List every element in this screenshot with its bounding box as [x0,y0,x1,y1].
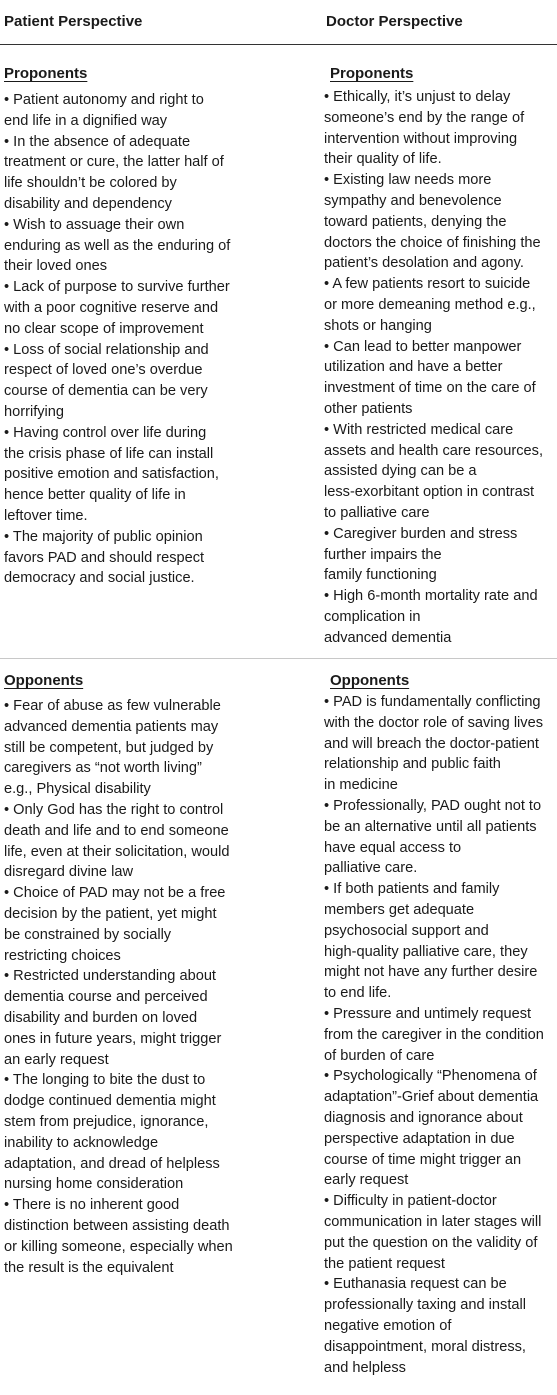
patient-perspective-header: Patient Perspective [4,13,143,30]
text-line: diagnosis and ignorance about [324,1109,523,1126]
text-line: communication in later stages will [324,1213,542,1230]
text-line: • Loss of social relationship and [4,341,209,358]
doctor-proponents-list [324,87,543,649]
text-line: further impairs the [324,546,442,563]
text-line: assets and health care resources, [324,442,544,459]
text-line: members get adequate [324,901,475,918]
text-line: • The majority of public opinion [4,528,203,545]
text-line: and will breach the doctor-patient [324,735,539,752]
text-line: less-exorbitant option in contrast [324,484,535,501]
text-line: • Restricted understanding about [4,968,216,985]
text-line: advanced dementia patients may [4,718,219,735]
text-line: hence better quality of life in [4,487,186,504]
text-line: • With restricted medical care [324,421,514,438]
text-line: sympathy and benevolence [324,192,502,209]
text-line: early request [324,1172,409,1189]
text-line: no clear scope of improvement [4,320,204,337]
text-line: perspective adaptation in due [324,1130,515,1147]
text-line: • High 6-month mortality rate and [324,588,538,605]
text-line: advanced dementia [324,629,452,646]
text-line: utilization and have a better [324,359,503,376]
text-line: • Lack of purpose to survive further [4,279,230,296]
patient-proponents-list [4,90,230,589]
text-line: with the doctor role of saving lives [324,714,544,731]
text-line: positive emotion and satisfaction, [4,466,219,483]
text-line: • A few patients resort to suicide [324,276,531,293]
text-line: and helpless [324,1359,406,1376]
text-line: be an alternative until all patients [324,818,537,835]
text-line: or killing someone, especially when [4,1238,233,1255]
text-line: distinction between assisting death [4,1217,230,1234]
text-line: leftover time. [4,507,88,524]
text-line: in medicine [324,777,398,794]
doctor-opponents-list [324,692,544,1378]
text-line: with a poor cognitive reserve and [4,299,219,316]
text-line: • Can lead to better manpower [324,338,522,355]
text-line: intervention without improving [324,130,518,147]
text-line: nursing home consideration [4,1176,184,1193]
text-line: psychosocial support and [324,922,489,939]
text-line: adaptation, and dread of helpless [4,1155,220,1172]
text-line: to end life. [324,985,392,1002]
text-line: put the question on the validity of [324,1234,538,1251]
text-line: or more demeaning method e.g., [324,296,536,313]
text-line: investment of time on the care of [324,380,536,397]
text-line: • Choice of PAD may not be a free [4,885,226,902]
patient-proponents-title: Proponents [4,65,88,82]
text-line: be constrained by socially [4,926,172,943]
text-line: toward patients, denying the [324,213,507,230]
text-line: • If both patients and family [324,881,500,898]
text-line: an early request [4,1051,109,1068]
text-line: professionally taxing and install [324,1297,526,1314]
text-line: disability and dependency [4,195,172,212]
text-line: relationship and public faith [324,756,501,773]
text-line: • Patient autonomy and right to [4,92,204,108]
text-line: inability to acknowledge [4,1134,159,1151]
text-line: patient’s desolation and agony. [324,255,524,272]
text-line: caregivers as “not worth living” [4,760,202,777]
doctor-perspective-header: Doctor Perspective [326,13,463,30]
text-line: • Fear of abuse as few vulnerable [4,698,221,714]
text-line: • Euthanasia request can be [324,1276,507,1293]
text-line: from the caregiver in the condition [324,1026,544,1043]
text-line: disregard divine law [4,864,133,881]
text-line: negative emotion of [324,1317,452,1334]
text-line: death and life and to end someone [4,822,229,839]
text-line: shots or hanging [324,317,432,334]
patient-opponents-title: Opponents [4,672,84,689]
text-line: • Having control over life during [4,424,207,441]
text-line: restricting choices [4,947,121,964]
text-line: e.g., Physical disability [4,781,151,798]
text-line: • Pressure and untimely request [324,1005,532,1022]
patient-opponents-list [4,696,233,1278]
text-line: respect of loved one’s overdue [4,362,203,379]
text-line: their quality of life. [324,151,442,168]
text-line: assisted dying can be a [324,463,477,480]
doctor-opponents-title: Opponents [330,672,410,689]
text-line: still be competent, but judged by [4,739,214,756]
text-line: • Professionally, PAD ought not to [324,797,542,814]
text-line: decision by the patient, yet might [4,905,217,922]
text-line: doctors the choice of finishing the [324,234,541,251]
text-line: horrifying [4,403,65,420]
text-line: treatment or cure, the latter half of [4,154,224,171]
doctor-proponents-title: Proponents [330,65,414,82]
text-line: dementia course and perceived [4,989,208,1006]
text-line: • There is no inherent good [4,1197,180,1214]
text-line: course of time might trigger an [324,1151,522,1168]
text-line: disability and burden on loved [4,1009,198,1026]
text-line: ones in future years, might trigger [4,1030,222,1047]
text-line: • Wish to assuage their own [4,216,185,233]
text-line: disappointment, moral distress, [324,1338,526,1355]
text-line: complication in [324,608,421,625]
text-line: their loved ones [4,258,108,275]
text-line: the crisis phase of life can install [4,445,214,462]
text-line: palliative care. [324,860,418,877]
text-line: favors PAD and should respect [4,549,205,566]
section-divider [0,658,557,659]
text-line: • Psychologically “Phenomena of [324,1068,537,1085]
text-line: life, even at their solicitation, would [4,843,230,860]
text-line: high-quality palliative care, they [324,943,528,960]
text-line: the patient request [324,1255,445,1272]
text-line: • Existing law needs more [324,172,492,189]
text-line: • PAD is fundamentally conflicting [324,694,541,710]
text-line: have equal access to [324,839,462,856]
text-line: might not have any further desire [324,964,538,981]
text-line: • Caregiver burden and stress [324,525,518,542]
text-line: other patients [324,400,413,417]
text-line: • In the absence of adequate [4,133,191,150]
text-line: life shouldn’t be colored by [4,175,177,192]
text-line: • Difficulty in patient-doctor [324,1193,497,1210]
text-line: of burden of care [324,1047,435,1064]
table-header-row [0,0,557,45]
text-line: end life in a dignified way [4,112,168,129]
text-line: stem from prejudice, ignorance, [4,1113,209,1130]
text-line: • Only God has the right to control [4,801,224,818]
text-line: enduring as well as the enduring of [4,237,231,254]
text-line: to palliative care [324,504,430,521]
text-line: democracy and social justice. [4,570,195,587]
text-line: course of dementia can be very [4,383,208,400]
text-line: dodge continued dementia might [4,1093,216,1110]
text-line: family functioning [324,567,437,584]
text-line: adaptation”-Grief about dementia [324,1089,539,1106]
text-line: someone’s end by the range of [324,109,525,126]
text-line: • Ethically, it’s unjust to delay [324,89,511,105]
text-line: the result is the equivalent [4,1259,174,1276]
text-line: • The longing to bite the dust to [4,1072,206,1089]
